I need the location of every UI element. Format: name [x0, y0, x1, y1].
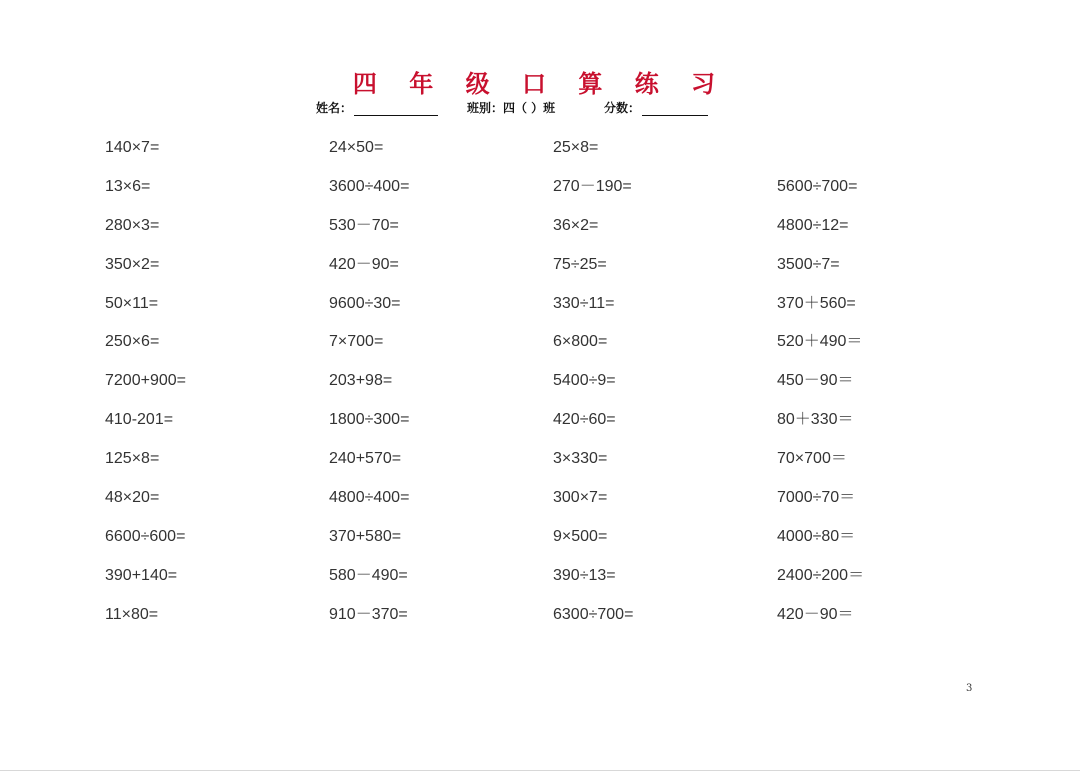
problem-item: 420÷60= — [553, 411, 616, 429]
score-blank-line — [642, 102, 708, 116]
problem-item: 13×6= — [105, 177, 151, 195]
problem-item: 25×8= — [553, 139, 599, 156]
problem-item: 140×7= — [105, 139, 160, 156]
problem-item: 5600÷700= — [777, 177, 858, 195]
problem-item: 420－90= — [329, 255, 399, 273]
page-divider — [0, 770, 1080, 771]
problem-item: 9×500= — [553, 527, 608, 545]
problem-item: 4000÷80＝ — [777, 527, 856, 545]
problem-grid — [105, 138, 1001, 644]
score-field — [604, 99, 708, 116]
name-label: 姓名： — [316, 101, 353, 115]
problem-item: 9600÷30= — [329, 294, 401, 312]
problem-item: 4800÷12= — [777, 216, 849, 234]
problem-item: 2400÷200＝ — [777, 566, 865, 584]
problem-item: 70×700＝ — [777, 450, 847, 468]
problem-item: 7000÷70＝ — [777, 489, 856, 507]
problem-item: 203+98= — [329, 372, 393, 390]
problem-item: 6×800= — [553, 333, 608, 351]
problem-item: 7×700= — [329, 333, 384, 351]
problem-item: 1800÷300= — [329, 411, 410, 429]
problem-item: 910－370= — [329, 605, 408, 623]
problem-item: 390÷13= — [553, 566, 616, 584]
problem-item: 3×330= — [553, 450, 608, 468]
problem-item: 410-201= — [105, 411, 174, 429]
problem-item: 350×2= — [105, 255, 160, 273]
problem-item: 5400÷9= — [553, 372, 616, 390]
problem-item: 125×8= — [105, 450, 160, 468]
page-number: 3 — [966, 683, 973, 694]
problem-item: 330÷11= — [553, 294, 615, 312]
problem-item: 24×50= — [329, 139, 384, 156]
problem-item: 7200+900= — [105, 372, 186, 390]
problem-item: 450－90＝ — [777, 372, 854, 390]
problem-item: 520＋490＝ — [777, 333, 863, 351]
score-label: 分数： — [604, 101, 641, 115]
problem-item: 75÷25= — [553, 255, 607, 273]
worksheet-title: 四 年 级 口 算 练 习 — [352, 69, 728, 98]
class-field — [467, 99, 555, 116]
problem-item: 6300÷700= — [553, 605, 634, 623]
name-field — [316, 99, 438, 116]
problem-item: 300×7= — [553, 489, 608, 507]
problem-item: 3600÷400= — [329, 177, 410, 195]
problem-item: 6600÷600= — [105, 527, 186, 545]
problem-item — [777, 138, 1001, 177]
problem-item: 36×2= — [553, 216, 599, 234]
problem-item: 580－490= — [329, 566, 408, 584]
name-blank-line — [354, 102, 438, 116]
problem-item: 240+570= — [329, 450, 402, 468]
problem-item: 370＋560= — [777, 294, 856, 312]
problem-item: 48×20= — [105, 489, 160, 507]
problem-item: 80＋330＝ — [777, 411, 854, 429]
problem-item: 390+140= — [105, 566, 178, 584]
student-info-row — [0, 99, 1080, 117]
problem-item: 530－70= — [329, 216, 399, 234]
problem-item: 50×11= — [105, 294, 159, 312]
problem-item: 370+580= — [329, 527, 402, 545]
problem-item: 250×6= — [105, 333, 160, 351]
problem-item: 270－190= — [553, 177, 632, 195]
problem-item: 3500÷7= — [777, 255, 840, 273]
problem-item: 420－90＝ — [777, 605, 854, 623]
problem-item: 280×3= — [105, 216, 160, 234]
problem-item: 11×80= — [105, 605, 159, 623]
problem-item: 4800÷400= — [329, 489, 410, 507]
class-label: 班别：四（ ）班 — [467, 101, 556, 115]
